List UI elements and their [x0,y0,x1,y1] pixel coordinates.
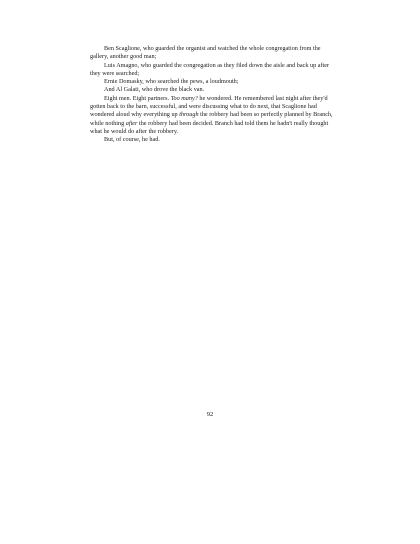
text-segment: And Al Galati, who drove the black van. [104,86,205,94]
text-segment: Luis Amagno, who guarded the congregation as they filed down the aisle and back up after they were searched; [90,61,330,77]
italic-text: through [179,111,199,119]
text-segment: Eight men. Eight partners. [104,94,171,102]
text-segment: the robbery had been so perfectly planned by Branch, while nothing [90,111,333,127]
paragraph [90,86,334,94]
italic-text: Too many? [170,94,198,102]
italic-text: after [125,119,138,127]
paragraph [90,78,334,86]
text-segment: he wondered. He remembered last night after they'd gotten back to the barn, successful, and were discussing what to do next, that Scaglione had wondered aloud why everything up [90,94,328,119]
page-number: 92 [206,411,214,418]
text-segment: the robbery had been decided. Branch had told them he hadn't really thought what he would do after the robbery. [90,119,329,135]
paragraph [90,136,334,144]
paragraph [90,95,334,136]
paragraph [90,45,334,62]
paragraph [90,62,334,79]
text-segment: Ben Scaglione, who guarded the organist and watched the whole congregation from the gallery, another good man; [90,45,321,61]
text-segment: But, of course, he had. [104,136,160,144]
body-text [90,45,334,145]
text-segment: Ernie Domasky, who searched the pews, a loudmouth; [104,78,239,86]
